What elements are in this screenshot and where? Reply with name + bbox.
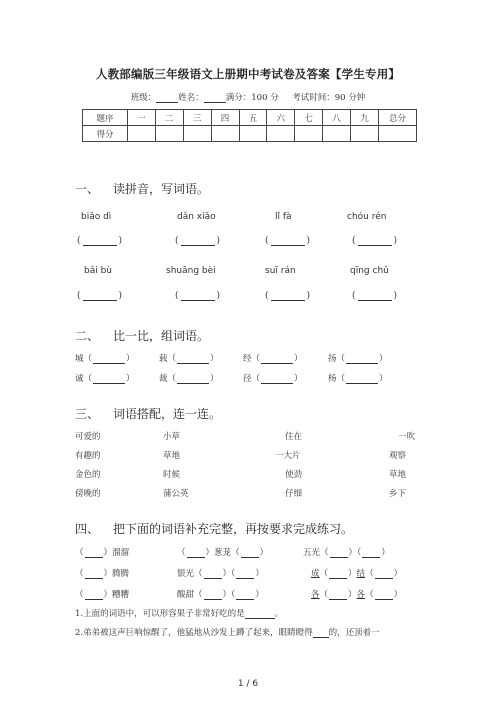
- exam-info: [0, 91, 496, 103]
- section-4-heading: 四、 把下面的词语补充完整，再按要求完成练习。: [75, 522, 354, 536]
- header-cell: 一: [128, 110, 156, 126]
- answer-blank[interactable]: ( ): [77, 291, 123, 301]
- section-1-heading: 一、 读拼音，写词语。: [75, 182, 210, 196]
- match-word[interactable]: 有趣的: [75, 451, 101, 461]
- match-word[interactable]: 时候: [163, 470, 181, 480]
- score-cell[interactable]: [323, 126, 351, 142]
- header-cell: 四: [211, 110, 239, 126]
- answer-blank[interactable]: ( ): [175, 291, 221, 301]
- answer-blank[interactable]: ( ): [77, 236, 123, 246]
- match-word[interactable]: 草地: [163, 451, 181, 461]
- fill-word[interactable]: 银光（ ）（ ）: [177, 569, 264, 579]
- name-blank: [204, 93, 226, 103]
- fill-word[interactable]: 成（ ）结（ ）: [311, 569, 403, 579]
- header-cell: 总分: [379, 110, 417, 126]
- compare-item[interactable]: 扬（ ）: [328, 354, 388, 364]
- pinyin: dǎn xiǎo: [177, 212, 216, 222]
- compare-item[interactable]: 经（ ）: [243, 354, 303, 364]
- exam-title: 人教部编版三年级语文上册期中考试卷及答案【学生专用】: [95, 67, 401, 81]
- header-cell: 三: [183, 110, 211, 126]
- score-cell[interactable]: [379, 126, 417, 142]
- fill-word[interactable]: 酸甜（ ）（ ）: [177, 590, 264, 600]
- score-cell[interactable]: [295, 126, 323, 142]
- pinyin: lǐ fà: [275, 212, 292, 222]
- header-cell: 五: [239, 110, 267, 126]
- compare-item[interactable]: 城（ ）: [75, 354, 135, 364]
- match-word[interactable]: 一大片: [275, 451, 301, 461]
- answer-blank[interactable]: ( ): [352, 236, 398, 246]
- score-table-row: [83, 126, 417, 142]
- header-cell: 八: [323, 110, 351, 126]
- fill-word[interactable]: （ ）糟糟: [75, 590, 130, 600]
- pinyin: biǎo dì: [81, 212, 112, 222]
- compare-item[interactable]: 径（ ）: [243, 374, 303, 384]
- match-word[interactable]: 金色的: [75, 470, 101, 480]
- fill-word[interactable]: （ ）腾腾: [75, 569, 130, 579]
- time-label: 考试时间：90 分钟: [292, 93, 366, 103]
- question-1: 1.上面的词语中，可以形容果子非常好吃的是 。: [75, 609, 284, 619]
- pinyin: shuāng bèi: [166, 266, 216, 276]
- match-word[interactable]: 傍晚的: [75, 489, 101, 499]
- score-table: [82, 109, 417, 142]
- compare-item[interactable]: 裁（ ）: [159, 374, 219, 384]
- section-3-heading: 三、 词语搭配，连一连。: [75, 407, 222, 421]
- page-number: 1 / 6: [237, 679, 259, 689]
- score-cell[interactable]: [211, 126, 239, 142]
- match-word[interactable]: 小草: [163, 432, 181, 442]
- score-cell[interactable]: [155, 126, 183, 142]
- pinyin: suī rán: [265, 266, 296, 276]
- answer-blank[interactable]: ( ): [352, 291, 398, 301]
- header-cell: 六: [267, 110, 295, 126]
- pinyin: chóu rén: [347, 212, 387, 222]
- class-blank: [156, 93, 178, 103]
- score-cell[interactable]: [351, 126, 379, 142]
- score-cell[interactable]: [239, 126, 267, 142]
- header-cell: 二: [155, 110, 183, 126]
- compare-item[interactable]: 杨（ ）: [328, 374, 388, 384]
- pinyin: qīng chǔ: [350, 266, 389, 276]
- name-label: 姓名：: [178, 93, 204, 103]
- match-word[interactable]: 住在: [285, 432, 303, 442]
- match-word[interactable]: 观察: [389, 451, 407, 461]
- compare-item[interactable]: 载（ ）: [159, 354, 219, 364]
- class-label: 班级：: [130, 93, 157, 103]
- compare-item[interactable]: 诚（ ）: [75, 374, 135, 384]
- header-cell: 七: [295, 110, 323, 126]
- score-cell[interactable]: [267, 126, 295, 142]
- match-word[interactable]: 乡下: [389, 489, 407, 499]
- section-2-heading: 二、 比一比，组词语。: [75, 329, 210, 343]
- header-cell: 九: [351, 110, 379, 126]
- header-cell: 题序: [83, 110, 128, 126]
- match-word[interactable]: 可爱的: [75, 432, 101, 442]
- match-word[interactable]: 仔细: [285, 489, 303, 499]
- fill-word[interactable]: 各（ ）各（ ）: [311, 590, 403, 600]
- score-label: 满分：100 分: [225, 93, 279, 103]
- score-table-header: [83, 110, 417, 126]
- answer-blank[interactable]: [313, 629, 329, 638]
- match-word[interactable]: 草地: [389, 470, 407, 480]
- question-2: 2.弟弟被这声巨响惊醒了，他猛地从沙发上蹲了起来，眼睛瞪得 的，还顶着一: [75, 628, 380, 638]
- answer-blank[interactable]: ( ): [175, 236, 221, 246]
- match-word[interactable]: 蒲公英: [163, 489, 189, 499]
- row-label: 得分: [83, 126, 128, 142]
- fill-word[interactable]: 五光（ ）（ ）: [303, 548, 390, 558]
- score-cell[interactable]: [128, 126, 156, 142]
- match-word[interactable]: 使劲: [285, 470, 303, 480]
- pinyin: bǎi bù: [84, 266, 113, 276]
- fill-word[interactable]: （ ）葱茏（ ）: [177, 548, 269, 558]
- score-cell[interactable]: [183, 126, 211, 142]
- match-word[interactable]: 一吹: [398, 432, 416, 442]
- answer-blank[interactable]: ( ): [265, 291, 311, 301]
- answer-blank[interactable]: [245, 610, 275, 619]
- fill-word[interactable]: （ ）溜溜: [75, 548, 130, 558]
- answer-blank[interactable]: ( ): [265, 236, 311, 246]
